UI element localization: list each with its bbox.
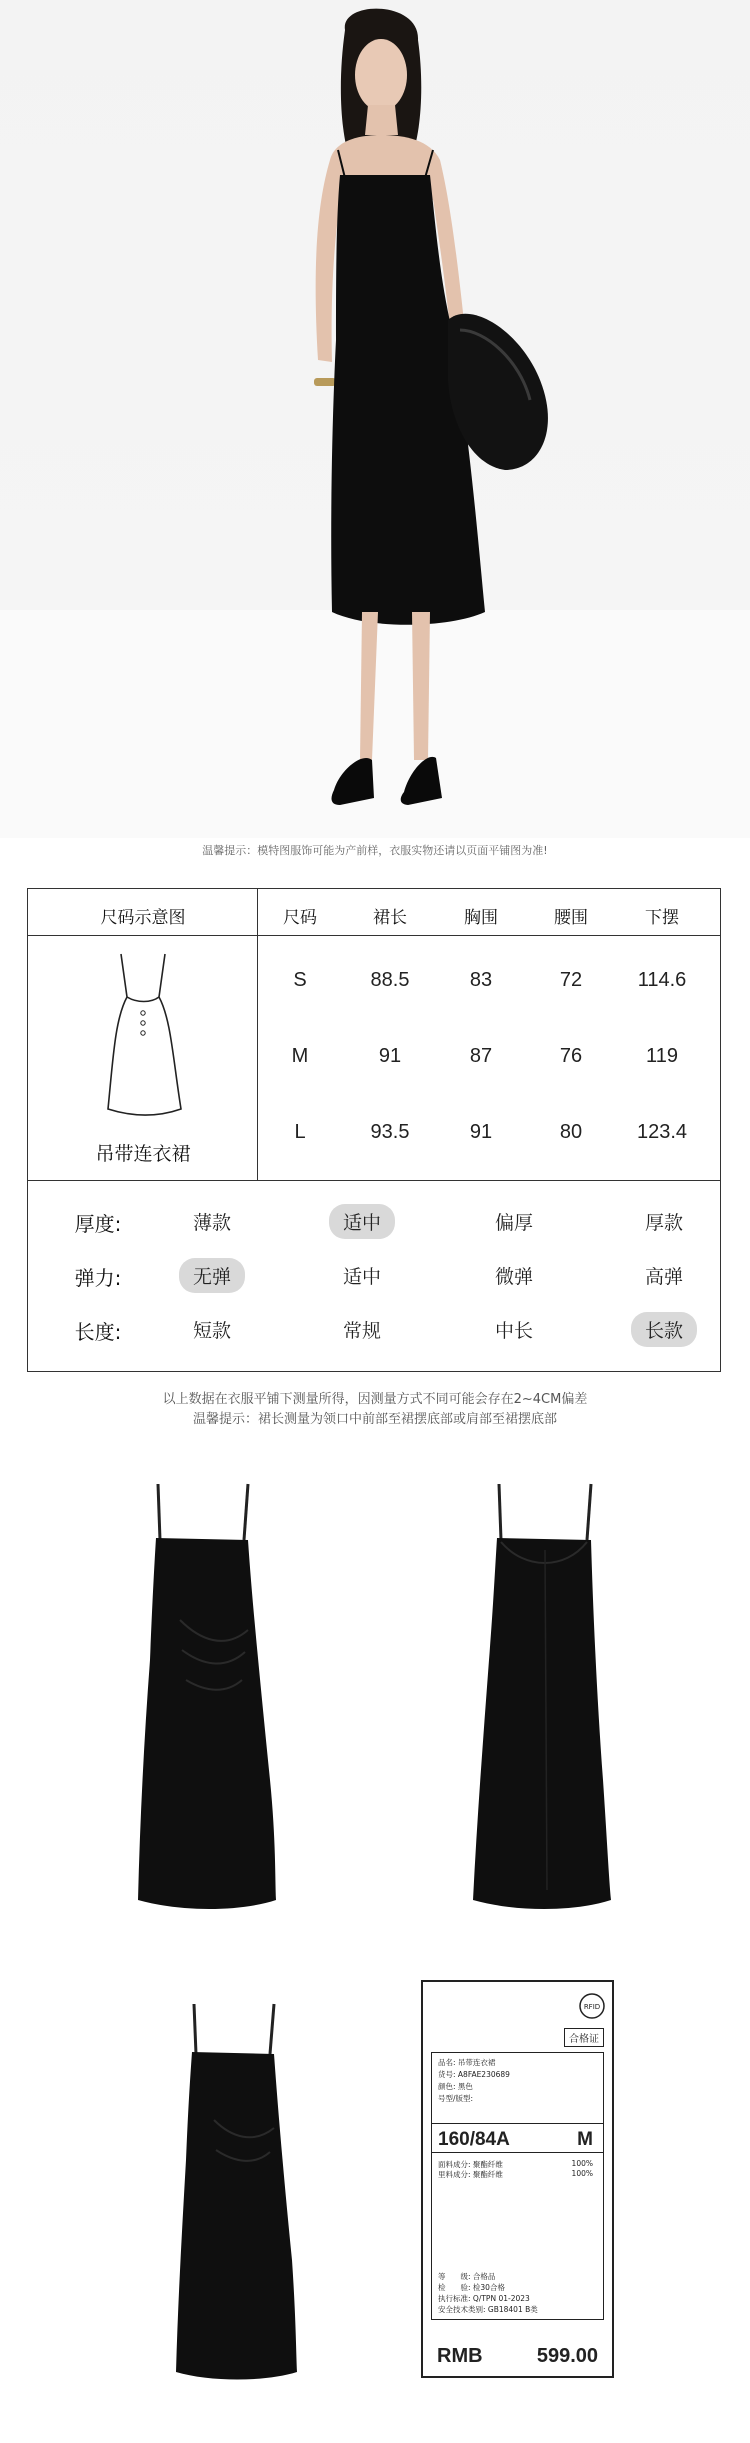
thickness-label: 厚度: xyxy=(74,1212,122,1236)
price-tag xyxy=(421,1980,614,2378)
tag-line: 等 级: 合格品 xyxy=(438,2272,496,2281)
row-l-waist: 80 xyxy=(559,1121,583,1143)
elasticity-option: 高弹 xyxy=(644,1266,684,1288)
row-s-chest: 83 xyxy=(469,969,493,991)
dress-front-image xyxy=(130,1480,280,1920)
row-l-hem: 123.4 xyxy=(636,1121,688,1143)
elasticity-option: 微弹 xyxy=(494,1266,534,1288)
row-s-waist: 72 xyxy=(559,969,583,991)
row-l-chest: 91 xyxy=(469,1121,493,1143)
row-m-size: M xyxy=(291,1045,309,1067)
dress-back-image xyxy=(465,1480,615,1920)
row-m-length: 91 xyxy=(378,1045,402,1067)
header-size-diagram: 尺码示意图 xyxy=(100,908,186,928)
length-option-selected: 长款 xyxy=(631,1312,697,1347)
tag-line: 号型/版型: xyxy=(438,2094,474,2103)
size-diagram-label: 吊带连衣裙 xyxy=(95,1143,191,1165)
row-m-waist: 76 xyxy=(559,1045,583,1067)
row-l-length: 93.5 xyxy=(370,1121,410,1143)
certificate-label: 合格证 xyxy=(564,2028,604,2047)
row-m-chest: 87 xyxy=(469,1045,493,1067)
tag-fabric-value: 100% xyxy=(571,2169,593,2178)
row-s-size: S xyxy=(293,969,307,991)
price-currency: RMB xyxy=(437,2345,483,2367)
rfid-text: RFID xyxy=(583,2003,601,2011)
tag-size-code: 160/84A xyxy=(438,2129,510,2150)
tag-line: 品名: 吊带连衣裙 xyxy=(438,2058,496,2067)
rfid-icon xyxy=(578,1992,606,2020)
header-hem: 下摆 xyxy=(645,908,679,928)
tag-info-box xyxy=(431,2052,604,2320)
model-notice: 温馨提示：模特图服饰可能为产前样，衣服实物还请以页面平铺图为准! xyxy=(202,844,548,857)
header-length: 裙长 xyxy=(373,908,407,928)
measurement-tip: 温馨提示：裙长测量为领口中前部至裙摆底部或肩部至裙摆底部 xyxy=(192,1412,557,1427)
row-l-size: L xyxy=(294,1121,306,1143)
tag-line: 安全技术类别: GB18401 B类 xyxy=(438,2305,538,2314)
tag-line: 执行标准: Q/TPN 01-2023 xyxy=(438,2294,530,2303)
size-table xyxy=(27,888,721,1181)
size-diagram-column xyxy=(28,889,258,1180)
thickness-option: 偏厚 xyxy=(494,1212,534,1234)
header-waist: 腰围 xyxy=(554,908,588,928)
dress-side-image xyxy=(170,2000,300,2390)
length-label: 长度: xyxy=(74,1320,122,1344)
row-s-hem: 114.6 xyxy=(637,969,687,991)
tag-size-row xyxy=(432,2123,603,2153)
thickness-option: 薄款 xyxy=(192,1212,232,1234)
header-size: 尺码 xyxy=(283,908,317,928)
attributes-table xyxy=(27,1180,721,1372)
tag-line: 货号: A8FAE230689 xyxy=(438,2070,510,2079)
row-m-hem: 119 xyxy=(646,1045,678,1067)
elasticity-option-selected: 无弹 xyxy=(179,1258,245,1293)
row-s-length: 88.5 xyxy=(370,969,410,991)
length-option: 中长 xyxy=(494,1320,534,1342)
tag-line: 检 验: 检30合格 xyxy=(438,2283,505,2292)
tag-line: 颜色: 黑色 xyxy=(438,2082,473,2091)
tag-fabric-line: 面料成分: 聚酯纤维 xyxy=(438,2160,503,2169)
elasticity-option: 适中 xyxy=(342,1266,382,1288)
tag-fabric-value: 100% xyxy=(571,2159,593,2168)
length-option: 短款 xyxy=(192,1320,232,1342)
tag-size-letter: M xyxy=(577,2129,593,2150)
dress-outline-icon xyxy=(93,949,193,1119)
thickness-option: 厚款 xyxy=(644,1212,684,1234)
header-chest: 胸围 xyxy=(464,908,498,928)
hero-model-photo xyxy=(0,0,750,838)
model-figure xyxy=(0,0,750,838)
elasticity-label: 弹力: xyxy=(74,1266,122,1290)
price-value: 599.00 xyxy=(536,2345,598,2367)
measurement-note: 以上数据在衣服平铺下测量所得，因测量方式不同可能会存在2~4CM偏差 xyxy=(162,1392,588,1407)
thickness-option-selected: 适中 xyxy=(329,1204,395,1239)
length-option: 常规 xyxy=(342,1320,382,1342)
tag-fabric-line: 里料成分: 聚酯纤维 xyxy=(438,2170,503,2179)
